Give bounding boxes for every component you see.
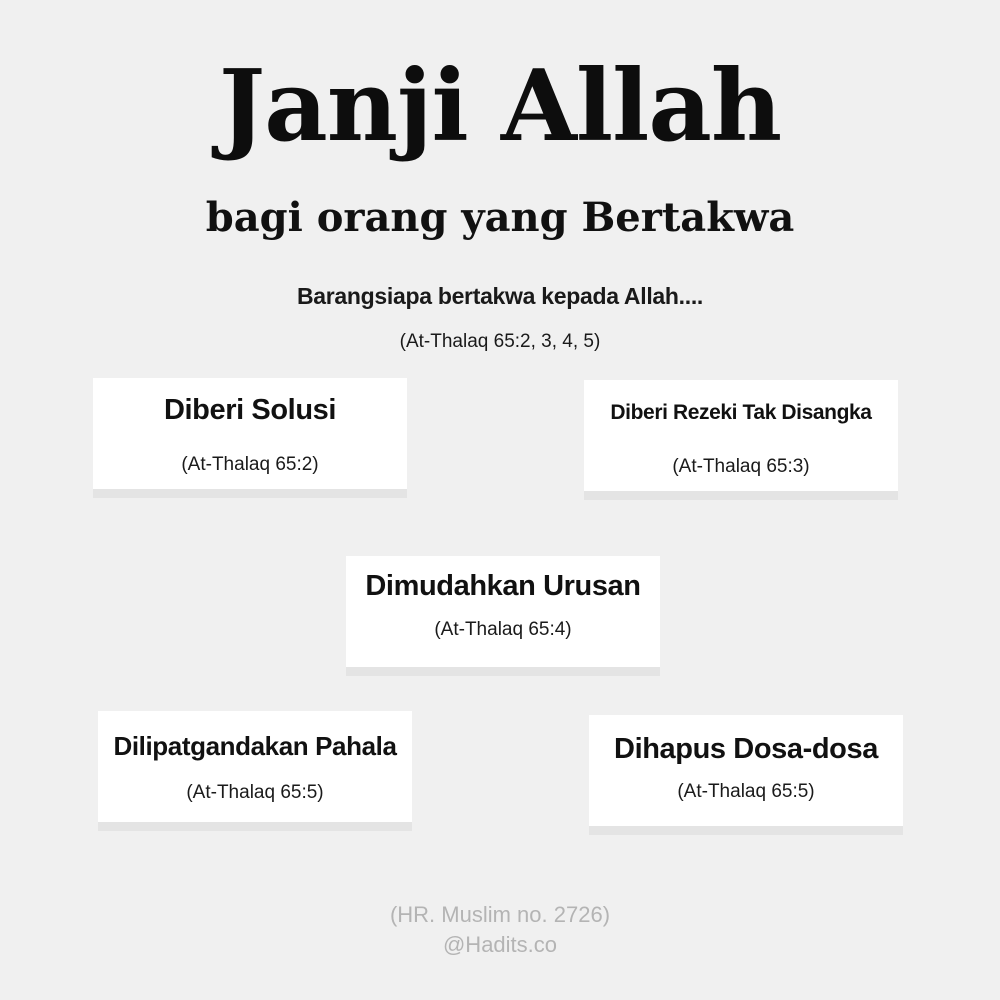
footer-handle: @Hadits.co: [442, 932, 558, 957]
card-title: Dimudahkan Urusan: [365, 570, 641, 602]
card-dimudahkan-urusan: [346, 556, 660, 676]
card-title: Dihapus Dosa-dosa: [614, 733, 878, 765]
card-dilipatgandakan-pahala: [98, 711, 412, 831]
lead-text: Barangsiapa bertakwa kepada Allah....: [296, 283, 704, 309]
card-title: Dilipatgandakan Pahala: [113, 731, 397, 761]
card-reference: (At-Thalaq 65:5): [677, 781, 815, 802]
card-reference: (At-Thalaq 65:4): [434, 619, 572, 640]
card-title: Diberi Solusi: [163, 394, 337, 426]
card-reference: (At-Thalaq 65:3): [672, 456, 810, 477]
card-reference: (At-Thalaq 65:5): [186, 782, 324, 803]
page-subtitle: bagi orang yang Bertakwa: [205, 194, 795, 241]
card-reference: (At-Thalaq 65:2): [181, 454, 319, 475]
card-diberi-rezeki: [584, 380, 898, 500]
card-title: Diberi Rezeki Tak Disangka: [610, 401, 872, 424]
lead-reference: (At-Thalaq 65:2, 3, 4, 5): [399, 331, 601, 352]
footer-source: (HR. Muslim no. 2726): [389, 902, 611, 927]
page-title: Janji Allah: [218, 49, 782, 164]
card-dihapus-dosa: [589, 715, 903, 835]
card-diberi-solusi: [93, 378, 407, 498]
